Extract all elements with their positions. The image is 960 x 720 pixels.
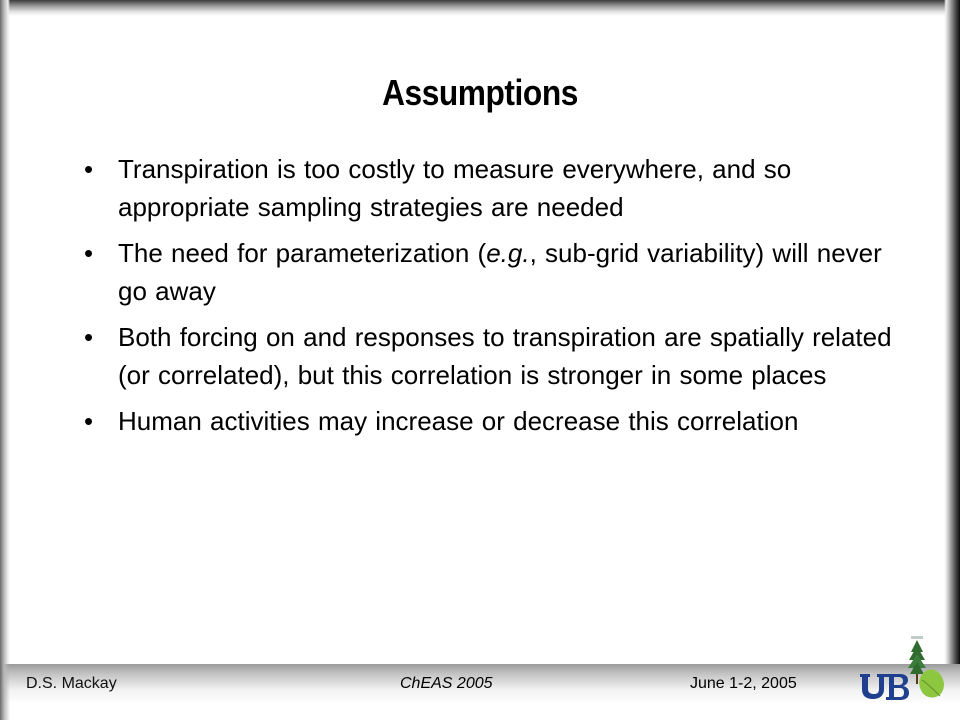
footer-shadow [0, 664, 10, 720]
bullet-symbol: • [84, 322, 94, 352]
bullet-symbol: • [84, 154, 94, 184]
ub-logo-with-tree-icon [856, 634, 946, 704]
leaf-icon [919, 669, 944, 697]
slide-title: Assumptions [382, 72, 578, 113]
bullet-list [80, 150, 900, 448]
eg-italic: e.g. [486, 238, 530, 268]
frame-right-shadow [944, 0, 960, 720]
bullet-symbol: • [84, 238, 94, 268]
bullet-item [80, 318, 900, 394]
footer-date: June 1-2, 2005 [690, 675, 797, 692]
bullet-item [80, 402, 900, 440]
footer-author: D.S. Mackay [26, 675, 117, 692]
bullet-text: Human activities may increase or decrease this correlation [118, 406, 799, 436]
footer-conference: ChEAS 2005 [400, 675, 493, 692]
bullet-symbol: • [84, 406, 94, 436]
frame-left-shadow [0, 0, 10, 720]
ub-letters-icon [860, 674, 909, 700]
bullet-item [80, 150, 900, 226]
bullet-text: Transpiration is too costly to measure everywhere, and so appropriate sampling strategies are needed [118, 154, 792, 222]
bullet-text: Both forcing on and responses to transpiration are spatially related (or correlated), but this correlation is stronger in some places [118, 322, 892, 390]
bullet-item [80, 234, 900, 310]
bullet-text: The need for parameterization (e.g., sub-grid variability) will never go away [118, 238, 882, 306]
